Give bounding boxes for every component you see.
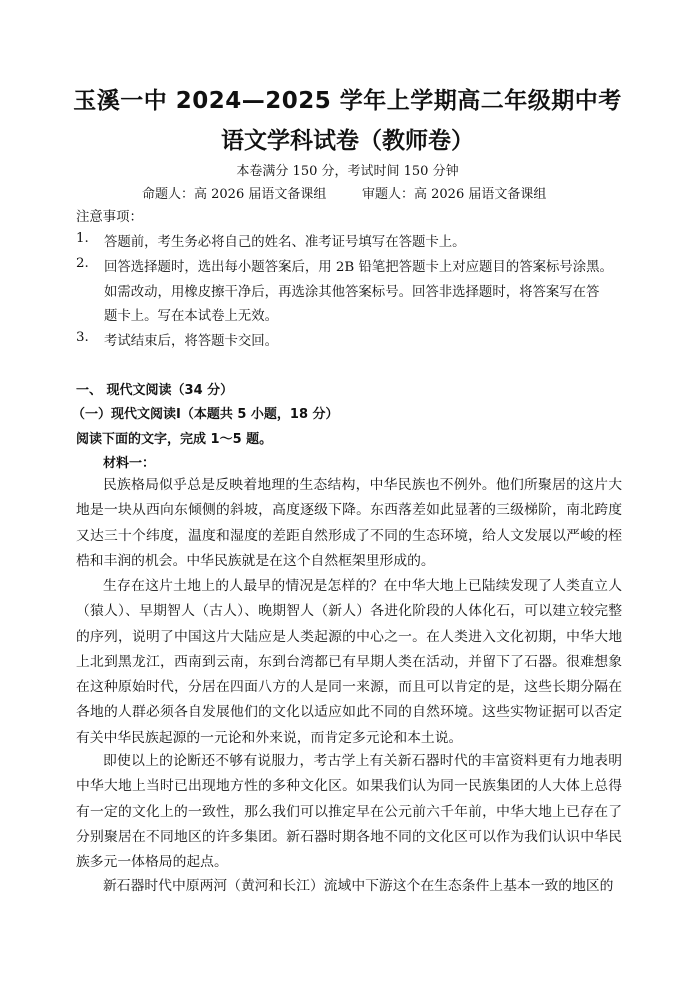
paragraph-text: 新石器时代中原两河（黄河和长江）流域中下游这个在生态条件上基本一致的地区的 (103, 878, 614, 894)
note-text: 如需改动，用橡皮擦干净后，再选涂其他答案标号。回答非选择题时，将答案写在答 (104, 285, 600, 300)
note-text: 题卡上。写在本试卷上无效。 (104, 309, 279, 324)
note-text: 答题前，考生务必将自己的姓名、准考证号填写在答题卡上。 (104, 235, 466, 250)
reading-instruction: 阅读下面的文字，完成 1～5 题。 (76, 432, 273, 447)
note-number: 3. (76, 330, 89, 345)
exam-title-line2: 语文学科试卷（教师卷） (221, 128, 474, 154)
paragraph-text: 即使以上的论断还不够有说服力，考古学上有关新石器时代的丰富资料更有力地表明中华大地上当时已出现地方性的多种文化区。如果我们认为同一民族集团的人大体上总得有一定的文化上的一致性，那么我们可以推定早在公元前六千年前，中华大地上已存在了分别聚居在不同地区的许多集团。新石器时期各地不同的文化区可以作为我们认识中华民族多元一体格局的起点。 (76, 753, 622, 871)
note-text: 回答选择题时，选出每小题答案后，用 2B 铅笔把答题卡上对应题目的答案标号涂黑。 (104, 260, 613, 275)
material-label: 材料一： (103, 456, 156, 471)
subsection-heading: （一）现代文阅读Ⅰ（本题共 5 小题，18 分） (72, 407, 339, 422)
section-heading: 一、 现代文阅读（34 分） (76, 383, 234, 398)
passage-paragraph (76, 874, 622, 899)
exam-info: 本卷满分 150 分，考试时间 150 分钟 (236, 164, 459, 179)
note-text: 考试结束后，将答题卡交回。 (104, 334, 279, 349)
note-number: 2. (76, 256, 89, 271)
paragraph-text: 生存在这片土地上的人最早的情况是怎样的？在中华大地上已陆续发现了人类直立人（猿人）、早期智人（古人）、晚期智人（新人）各进化阶段的人体化石，可以建立较完整的序列，说明了中国这片大陆应是人类起源的中心之一。在人类进入文化初期，中华大地上北到黑龙江，西南到云南，东到台湾都已有早期人类在活动，并留下了石器。很难想象在这种原始时代，分居在四面八方的人是同一来源，而且可以肯定的是，这些长期分隔在各地的人群必须各自发展他们的文化以适应如此不同的自然环境。这些实物证据可以否定有关中华民族起源的一元论和外来说，而肯定多元论和本土说。 (76, 578, 622, 746)
paragraph-text: 民族格局似乎总是反映着地理的生态结构，中华民族也不例外。他们所聚居的这片大地是一块从西向东倾侧的斜坡，高度逐级下降。东西落差如此显著的三级梯阶，南北跨度又达三十个纬度，温度和湿度的差距自然形成了不同的生态环境，给人文发展以严峻的桎梏和丰润的机会。中华民族就是在这个自然框架里形成的。 (76, 477, 622, 569)
setter-label: 命题人：高 2026 届语文备课组 (142, 187, 327, 202)
passage-paragraph (76, 749, 622, 875)
exam-title-line1: 玉溪一中 2024—2025 学年上学期高二年级期中考 (73, 88, 622, 114)
notes-heading: 注意事项： (76, 210, 143, 225)
reviewer-label: 审题人：高 2026 届语文备课组 (362, 187, 547, 202)
passage-paragraph (76, 473, 622, 574)
passage-paragraph (76, 574, 622, 751)
note-number: 1. (76, 231, 89, 246)
